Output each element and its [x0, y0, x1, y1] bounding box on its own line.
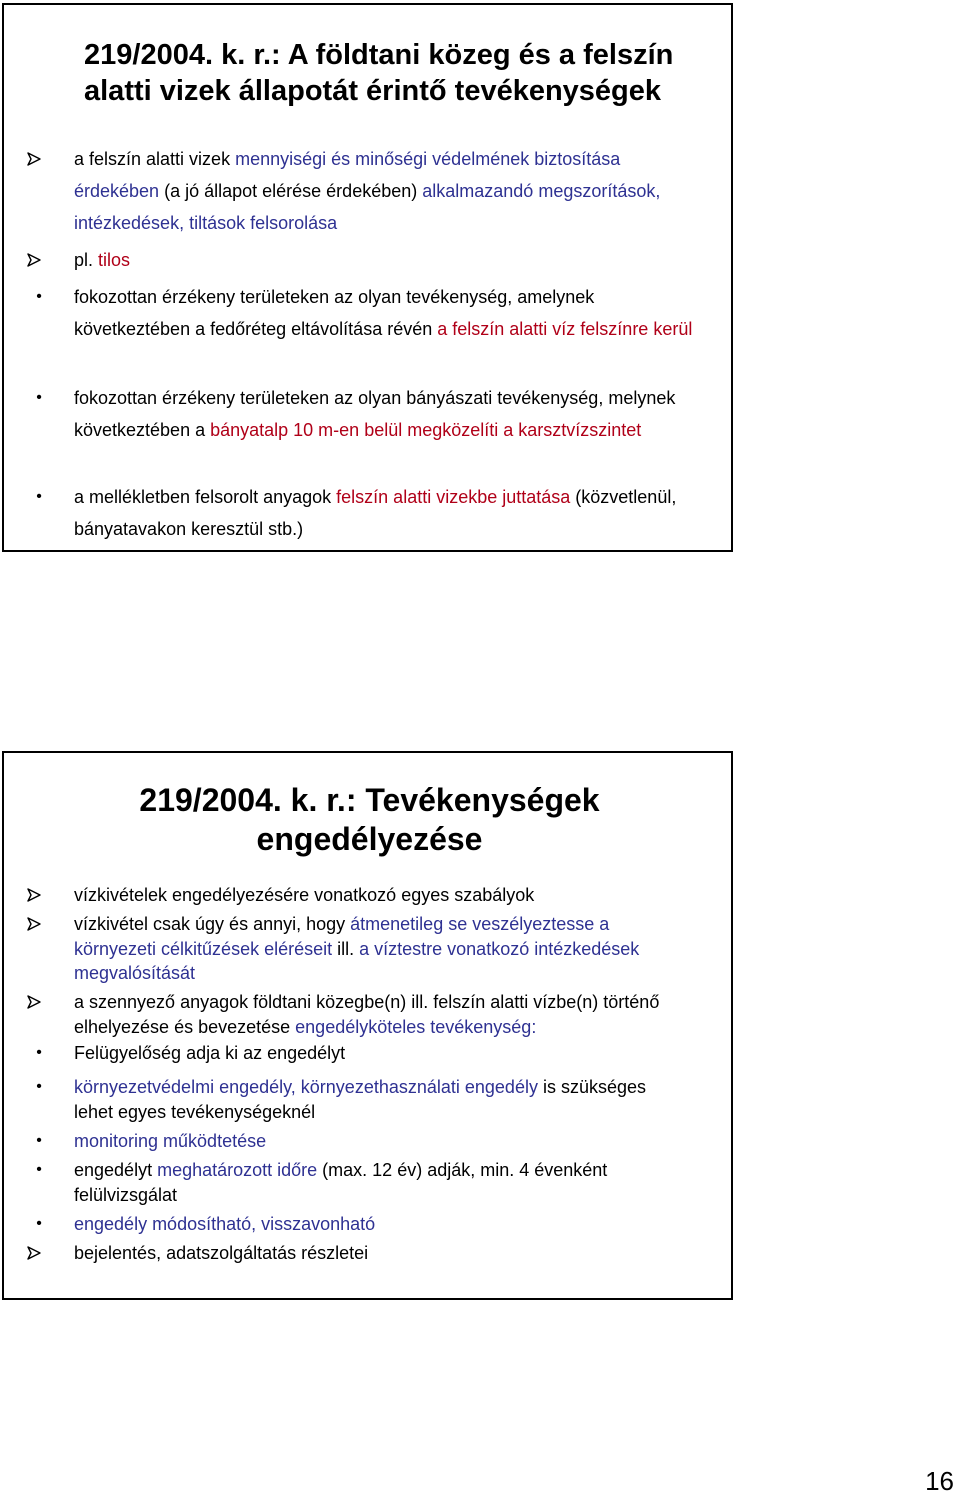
slide-2	[2, 751, 733, 1300]
bullet-icon: •	[36, 1078, 42, 1095]
bullet-icon: •	[36, 1161, 42, 1178]
slide-2-item	[36, 1158, 689, 1207]
bullet-icon: •	[36, 1044, 42, 1061]
item-text-segment: monitoring működtetése	[74, 1131, 267, 1151]
item-text-segment: a felszín alatti vizek	[74, 149, 236, 169]
item-text-segment: ill.	[332, 938, 360, 959]
slide-2-item	[36, 1129, 689, 1154]
item-text-segment: felszín alatti vizekbe juttatása	[336, 487, 571, 507]
slide-1-title-line-1: 219/2004. k. r.: A földtani közeg és a felszín	[84, 39, 674, 71]
bullet-icon: •	[36, 1215, 42, 1232]
item-text-segment: környezetvédelmi engedély, környezethasználati engedély	[74, 1077, 538, 1097]
item-text-segment: pl.	[74, 250, 99, 270]
slide-1-title	[84, 37, 724, 109]
arrow-bullet-icon	[26, 888, 44, 902]
arrow-bullet-icon	[26, 917, 44, 931]
item-text-segment: bejelentés, adatszolgáltatás részletei	[74, 1243, 369, 1263]
slide-2-item	[74, 912, 689, 986]
item-text-segment: (a jó állapot elérése érdekében)	[159, 181, 423, 201]
slide-1	[2, 3, 733, 552]
item-text-segment: vízkivétel csak úgy és annyi, hogy	[74, 914, 351, 934]
bullet-icon: •	[36, 288, 42, 305]
slide-1-item	[36, 481, 699, 545]
bullet-icon: •	[36, 1132, 42, 1149]
slide-1-title-line-2: alatti vizek állapotát érintő tevékenységek	[84, 75, 662, 107]
item-text-segment: átmenetileg se veszélyeztesse a környezeti célkitűzések eléréseit	[74, 914, 610, 959]
item-text-segment: engedély módosítható, visszavonható	[74, 1214, 376, 1234]
item-text-segment: tilos	[98, 250, 131, 270]
slide-2-item	[74, 1241, 689, 1266]
slide-2-title-line-1: 219/2004. k. r.: Tevékenységek	[139, 782, 600, 818]
arrow-bullet-icon	[26, 995, 44, 1009]
item-text-segment: engedélyt	[74, 1160, 158, 1180]
item-text-segment: meghatározott időre	[157, 1160, 318, 1180]
item-text-segment: engedélyköteles tevékenység:	[295, 1016, 537, 1037]
item-text-segment: a mellékletben felsorolt anyagok	[74, 487, 337, 507]
slide-2-item	[74, 883, 689, 908]
page-number: 16	[925, 1466, 954, 1496]
item-text-segment: a felszín alatti víz felszínre kerül	[437, 319, 693, 339]
item-text-segment: vízkivételek engedélyezésére vonatkozó egyes szabályok	[74, 885, 535, 905]
bullet-icon: •	[36, 389, 42, 406]
slide-2-title-line-2: engedélyezése	[256, 821, 483, 857]
slide-2-item	[36, 1075, 689, 1124]
slide-2-title	[4, 781, 735, 859]
arrow-bullet-icon	[26, 152, 44, 166]
slide-2-item	[74, 990, 689, 1039]
item-text-segment: (közvetlenül, bányatavakon keresztül stb.)	[74, 487, 677, 539]
item-text-segment: bányatalp 10 m-en belül megközelíti a karsztvízszintet	[210, 420, 642, 440]
item-text-segment: is szükséges lehet egyes tevékenységeknél	[74, 1077, 646, 1122]
slide-1-item	[36, 281, 699, 345]
item-text-segment: alkalmazandó megszorítások, intézkedések, tiltások felsorolása	[74, 181, 661, 233]
item-text-segment: Felügyelőség adja ki az engedélyt	[74, 1043, 346, 1063]
slide-1-item	[74, 244, 699, 276]
arrow-bullet-icon	[26, 253, 44, 267]
item-text-segment: a szennyező anyagok földtani közegbe(n) ill. felszín alatti vízbe(n) történő elhelyezése és bevezetése	[74, 992, 660, 1037]
item-text-segment: fokozottan érzékeny területeken az olyan bányászati tevékenység, melynek következtében a	[74, 388, 676, 440]
arrow-bullet-icon	[26, 1246, 44, 1260]
item-text-segment: (max. 12 év) adják, min. 4 évenként felülvizsgálat	[74, 1160, 608, 1205]
bullet-icon: •	[36, 488, 42, 505]
slide-1-item	[74, 143, 699, 239]
item-text-segment: mennyiségi és minőségi védelmének biztosítása érdekében	[74, 149, 621, 201]
slide-1-item	[36, 382, 699, 446]
slide-2-item	[36, 1212, 689, 1237]
item-text-segment: fokozottan érzékeny területeken az olyan tevékenység, amelynek következtében a fedőréteg eltávolítása révén	[74, 287, 595, 339]
item-text-segment: a víztestre vonatkozó intézkedések megvalósítását	[74, 938, 640, 983]
slide-2-item	[36, 1041, 689, 1066]
